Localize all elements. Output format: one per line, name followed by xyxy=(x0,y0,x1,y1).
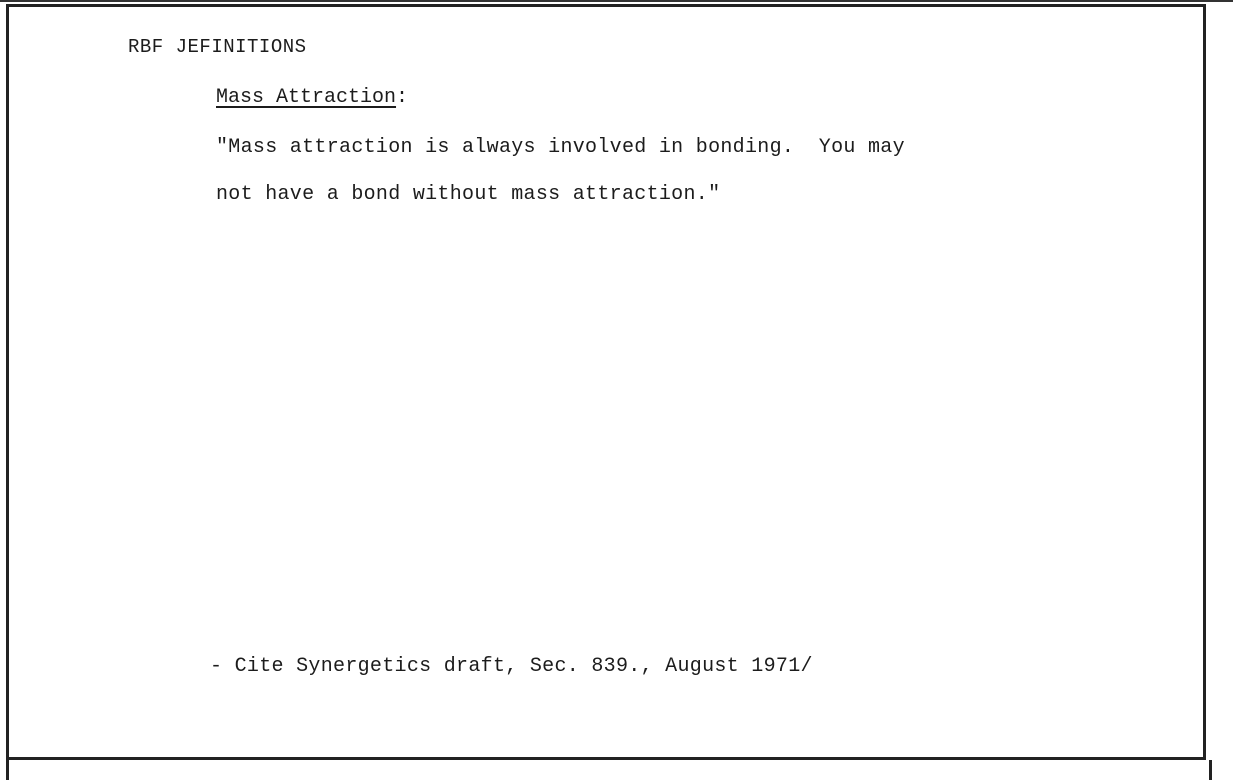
top-edge-line xyxy=(0,0,1233,2)
next-card-edge xyxy=(6,760,1212,780)
term-colon: : xyxy=(396,86,409,109)
term-label: Mass Attraction xyxy=(216,86,397,109)
index-card xyxy=(6,4,1206,760)
citation: - Cite Synergetics draft, Sec. 839., August 1971/ xyxy=(210,655,813,678)
quote-line-1: "Mass attraction is always involved in bonding. You may xyxy=(216,136,905,159)
quote-line-2: not have a bond without mass attraction." xyxy=(216,183,721,206)
card-header: RBF JEFINITIONS xyxy=(128,36,307,58)
definition-term xyxy=(216,86,408,109)
